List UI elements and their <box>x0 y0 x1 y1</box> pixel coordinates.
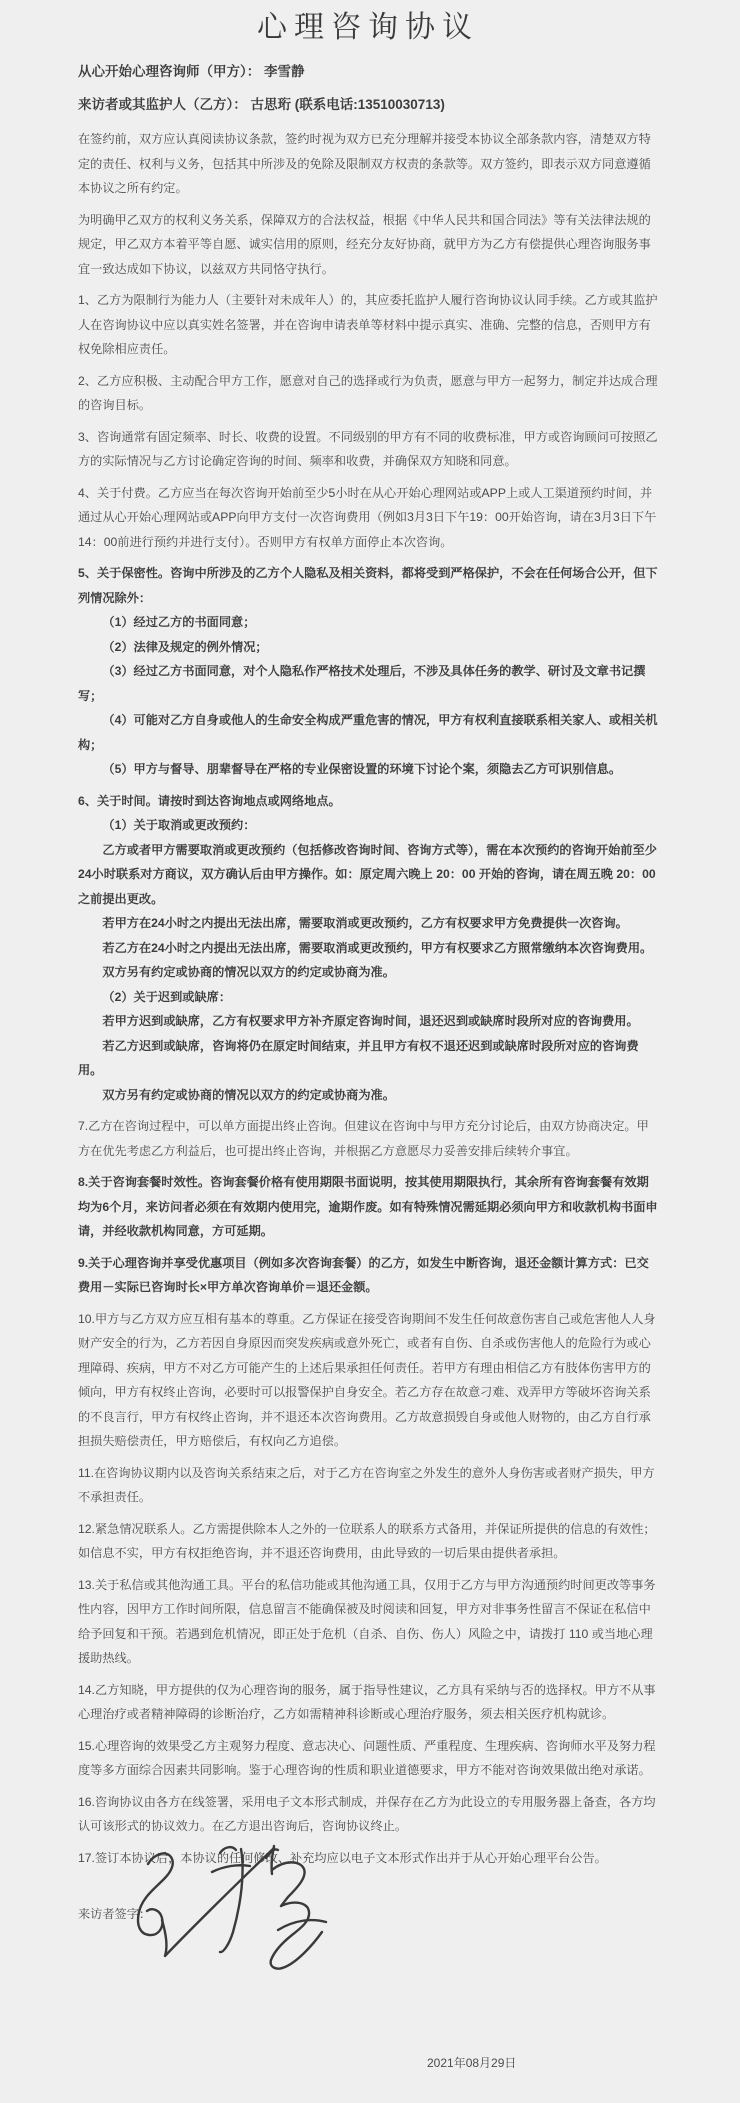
paragraph: （1）经过乙方的书面同意； <box>102 615 256 629</box>
paragraph: 3、咨询通常有固定频率、时长、收费的设置。不同级别的甲方有不同的收费标准，甲方或咨询顾问可按照乙方的实际情况与乙方讨论确定咨询的时间、频率和收费，并确保双方知晓和同意。 <box>78 429 658 468</box>
paragraph: （4）可能对乙方自身或他人的生命安全构成严重危害的情况，甲方有权利直接联系相关家人、或相关机构； <box>78 713 658 752</box>
paragraph: 若乙方在24小时之内提出无法出席，需要取消或更改预约，甲方有权要求乙方照常缴纳本次咨询费用。 <box>102 940 653 955</box>
paragraph: 14.乙方知晓，甲方提供的仅为心理咨询的服务，属于指导性建议，乙方具有采纳与否的选择权。甲方不从事心理治疗或者精神障碍的诊断治疗，乙方如需精神科诊断或心理治疗服务，须去相关医疗机构就诊。 <box>78 1682 656 1721</box>
paragraph: 2、乙方应积极、主动配合甲方工作，愿意对自己的选择或行为负责，愿意与甲方一起努力，制定并达成合理的咨询目标。 <box>78 373 658 412</box>
paragraph: 8.关于咨询套餐时效性。咨询套餐价格有使用期限书面说明，按其使用期限执行，其余所有咨询套餐有效期均为6个月，来访问者必须在有效期内使用完，逾期作废。如有特殊情况需延期必须向甲方和收款机构书面申请，并经收款机构同意，方可延期。 <box>78 1175 658 1238</box>
paragraph: 双方另有约定或协商的情况以双方的约定或协商为准。 <box>102 965 395 979</box>
paragraph: 9.关于心理咨询并享受优惠项目（例如多次咨询套餐）的乙方，如发生中断咨询，退还金额计算方式：已交费用－实际已咨询时长×甲方单次咨询单价＝退还金额。 <box>78 1255 649 1294</box>
paragraph: 13.关于私信或其他沟通工具。平台的私信功能或其他沟通工具，仅用于乙方与甲方沟通预约时间更改等事务性内容，因甲方工作时间所限，信息留言不能确保被及时阅读和回复，甲方对非事务性留言不保证在私信中给予回复和干预。若遇到危机情况，即正处于危机（自杀、自伤、伤人）风险之中，请拨打 110 或当地心理援助热线。 <box>78 1577 656 1665</box>
paragraph: 为明确甲乙双方的权利义务关系，保障双方的合法权益，根据《中华人民共和国合同法》等有关法律法规的规定，甲乙双方本着平等自愿、诚实信用的原则，经充分友好协商，就甲方为乙方有偿提供心理咨询服务事宜一致达成如下协议，以兹双方共同恪守执行。 <box>78 212 651 276</box>
party-b-line: 来访者或其监护人（乙方）： 古思珩 (联系电话:13510030713) <box>78 97 445 112</box>
paragraph: 15.心理咨询的效果受乙方主观努力程度、意志决心、问题性质、严重程度、生理疾病、咨询师水平及努力程度等多方面综合因素共同影响。鉴于心理咨询的性质和职业道德要求，甲方不能对咨询效果做出绝对承诺。 <box>78 1738 656 1777</box>
agreement-clauses <box>78 127 658 1870</box>
agreement-body <box>0 8 740 1927</box>
paragraph: 12.紧急情况联系人。乙方需提供除本人之外的一位联系人的联系方式备用，并保证所提供的信息的有效性；如信息不实，甲方有权拒绝咨询，并不退还咨询费用，由此导致的一切后果由提供者承担。 <box>78 1521 656 1560</box>
visitor-sign-label: 来访者签字： <box>78 1907 152 1921</box>
paragraph: 16.咨询协议由各方在线签署，采用电子文本形式制成，并保存在乙方为此设立的专用服务器上备查，各方均认可该形式的协议效力。在乙方退出咨询后，咨询协议终止。 <box>78 1794 656 1833</box>
paragraph: 若甲方在24小时之内提出无法出席，需要取消或更改预约，乙方有权要求甲方免费提供一次咨询。 <box>102 916 628 930</box>
handwritten-signature-icon <box>132 1840 332 1980</box>
party-a-line: 从心开始心理咨询师（甲方）： 李雪静 <box>78 64 305 79</box>
paragraph: 7.乙方在咨询过程中，可以单方面提出终止咨询。但建议在咨询中与甲方充分讨论后，由双方协商决定。甲方在优先考虑乙方利益后，也可提出终止咨询，并根据乙方意愿尽力妥善安排后续转介事宜。 <box>78 1119 649 1158</box>
paragraph: （2）关于迟到或缺席： <box>102 989 232 1004</box>
paragraph: 1、乙方为限制行为能力人（主要针对未成年人）的，其应委托监护人履行咨询协议认同手续。乙方或其监护人在咨询协议中应以真实姓名签署，并在咨询申请表单等材料中提示真实、准确、完整的信息，否则甲方有权免除相应责任。 <box>78 293 658 356</box>
paragraph: 17.签订本协议后，本协议的任何修改、补充均应以电子文本形式作出并于从心开始心理平台公告。 <box>78 1850 607 1865</box>
paragraph: 11.在咨询协议期内以及咨询关系结束之后，对于乙方在咨询室之外发生的意外人身伤害或者财产损失，甲方不承担责任。 <box>78 1465 655 1504</box>
paragraph: （5）甲方与督导、朋辈督导在严格的专业保密设置的环境下讨论个案，须隐去乙方可识别信息。 <box>102 762 622 776</box>
paragraph: 双方另有约定或协商的情况以双方的约定或协商为准。 <box>102 1087 395 1102</box>
paragraph: 6、关于时间。请按时到达咨询地点或网络地点。 <box>78 793 341 808</box>
paragraph: 乙方或者甲方需要取消或更改预约（包括修改咨询时间、咨询方式等），需在本次预约的咨询开始前至少24小时联系对方商议，双方确认后由甲方操作。如：原定周六晚上 20：00 开始的咨询，请在周五晚 20：00 之前提出更改。 <box>78 842 657 906</box>
visitor-signature <box>132 1840 332 1980</box>
paragraph: 10.甲方与乙方双方应互相有基本的尊重。乙方保证在接受咨询期间不发生任何故意伤害自己或危害他人人身财产安全的行为，乙方若因自身原因而突发疾病或意外死亡，或者有自伤、自杀或伤害他人的危险行为或心理障碍、疾病，甲方不对乙方可能产生的上述后果承担任何责任。若甲方有理由相信乙方有肢体伤害甲方的倾向，甲方有权终止咨询，必要时可以报警保护自身安全。若乙方存在故意刁难、戏弄甲方等破坏咨询关系的不良言行，甲方有权终止咨询，并不退还本次咨询费用。乙方故意损毁自身或他人财物的，由乙方自行承担损失赔偿责任，甲方赔偿后，有权向乙方追偿。 <box>78 1311 656 1448</box>
agreement-document <box>0 8 740 2103</box>
paragraph: 若乙方迟到或缺席，咨询将仍在原定时间结束，并且甲方有权不退还迟到或缺席时段所对应的咨询费用。 <box>78 1038 639 1077</box>
paragraph: 5、关于保密性。咨询中所涉及的乙方个人隐私及相关资料，都将受到严格保护，不会在任何场合公开，但下列情况除外： <box>78 566 658 605</box>
paragraph: （3）经过乙方书面同意，对个人隐私作严格技术处理后，不涉及具体任务的教学、研讨及文章书记撰写； <box>78 664 646 703</box>
paragraph: （2）法律及规定的例外情况； <box>102 639 268 654</box>
paragraph: 若甲方迟到或缺席，乙方有权要求甲方补齐原定咨询时间，退还迟到或缺席时段所对应的咨询费用。 <box>102 1014 639 1028</box>
paragraph: 在签约前，双方应认真阅读协议条款，签约时视为双方已充分理解并接受本协议全部条款内容，清楚双方特定的责任、权利与义务，包括其中所涉及的免除及限制双方权责的条款等。双方签约，即表示双方同意遵循本协议之所有约定。 <box>78 132 651 195</box>
paragraph: （1）关于取消或更改预约： <box>102 818 256 832</box>
page-title: 心理咨询协议 <box>257 11 479 44</box>
paragraph: 4、关于付费。乙方应当在每次咨询开始前至少5小时在从心开始心理网站或APP上或人工渠道预约时间，并通过从心开始心理网站或APP向甲方支付一次咨询费用（例如3月3日下午19：00开始咨询，请在3月3日下午14：00前进行预约并进行支付）。否则甲方有权单方面停止本次咨询。 <box>78 485 657 549</box>
signature-date: 2021年08月29日 <box>427 2056 517 2070</box>
